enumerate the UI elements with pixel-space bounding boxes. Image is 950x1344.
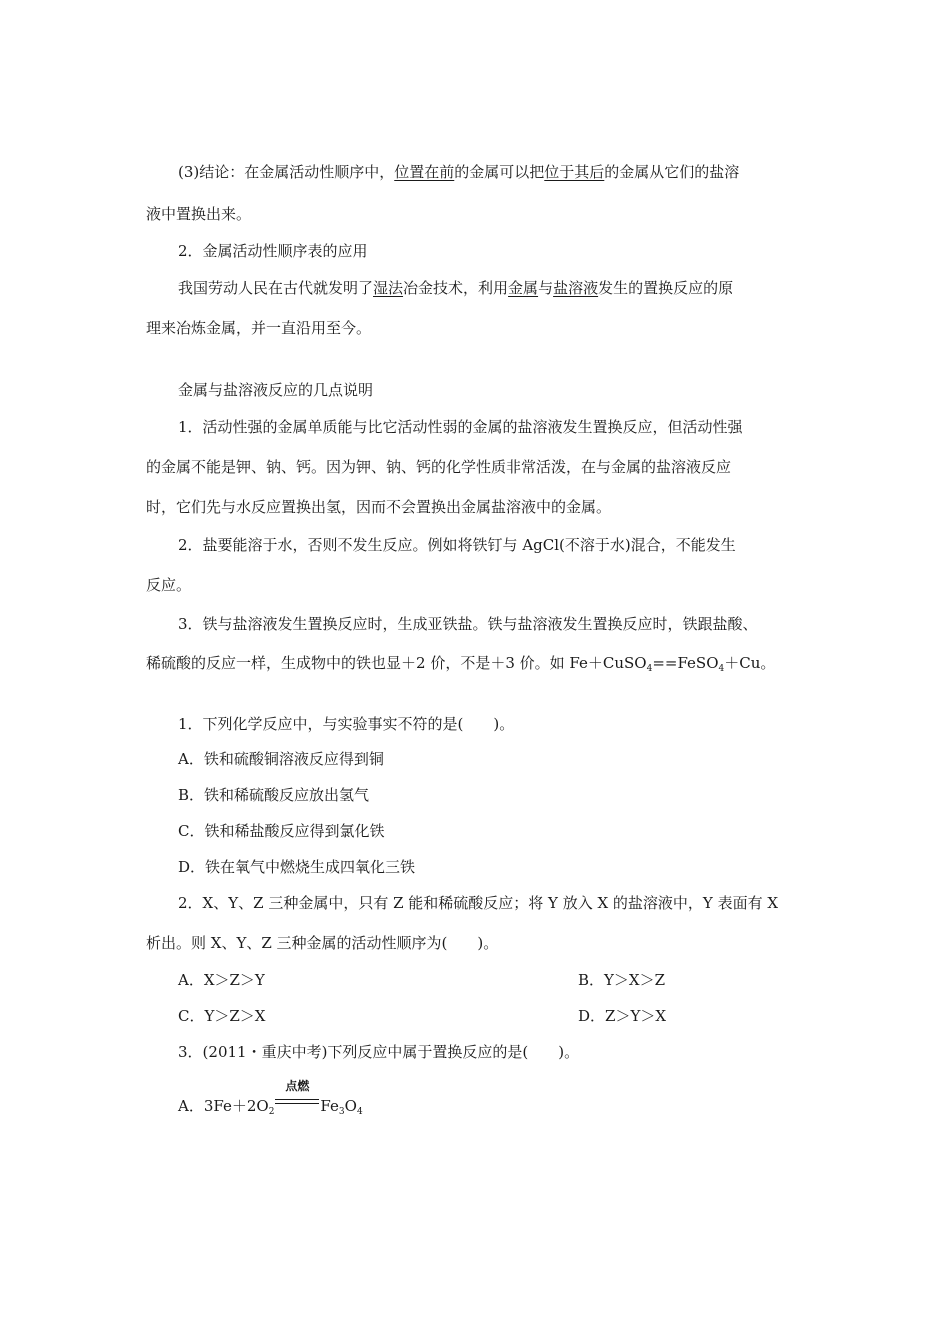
question-1-option-d: D．铁在氧气中燃烧生成四氧化三铁: [178, 858, 416, 876]
question-2-stem-line-1: 2．X、Y、Z 三种金属中，只有 Z 能和稀硫酸反应；将 Y 放入 X 的盐溶液中，Y 表面有 X: [178, 894, 779, 912]
question-1-option-c: C．铁和稀盐酸反应得到氯化铁: [178, 822, 385, 840]
note-1-line-1: 1．活动性强的金属单质能与比它活动性弱的金属的盐溶液发生置换反应，但活动性强: [178, 418, 743, 436]
question-2-stem-line-2: 析出。则 X、Y、Z 三种金属的活动性顺序为( )。: [146, 934, 499, 952]
note-3-line-2: 稀硫酸的反应一样，生成物中的铁也显＋2 价，不是＋3 价。如 Fe＋CuSO$_4$==FeSO$_4$＋Cu。: [146, 654, 776, 674]
underlined-answer: 位置在前: [394, 163, 455, 181]
underlined-answer: 湿法: [373, 279, 404, 297]
note-2-line-2: 反应。: [146, 576, 192, 594]
question-3-stem: 3．(2011・重庆中考)下列反应中属于置换反应的是( )。: [178, 1043, 580, 1061]
underlined-answer: 位于其后: [544, 163, 605, 181]
question-2-option-c: C．Y＞Z＞X: [178, 1007, 266, 1025]
section-heading: 2．金属活动性顺序表的应用: [178, 242, 368, 260]
conclusion-line-1: (3)结论：在金属活动性顺序中，位置在前的金属可以把位于其后的金属从它们的盐溶: [178, 163, 740, 181]
notes-heading: 金属与盐溶液反应的几点说明: [178, 381, 374, 399]
equals-line-top: [275, 1099, 319, 1100]
question-2-option-b: B．Y＞X＞Z: [578, 971, 666, 989]
question-2-option-d: D．Z＞Y＞X: [578, 1007, 667, 1025]
note-3-line-1: 3．铁与盐溶液发生置换反应时，生成亚铁盐。铁与盐溶液发生置换反应时，铁跟盐酸、: [178, 615, 758, 633]
question-1-stem: 1．下列化学反应中，与实验事实不符的是( )。: [178, 715, 515, 733]
history-line-2: 理来冶炼金属，并一直沿用至今。: [146, 319, 372, 337]
condition-label: 点燃: [285, 1079, 310, 1093]
reaction-condition-arrow: [275, 1079, 319, 1116]
question-1-option-b: B．铁和稀硫酸反应放出氢气: [178, 786, 370, 804]
underlined-answer: 盐溶液: [553, 279, 599, 297]
question-2-option-a: A．X＞Z＞Y: [178, 971, 265, 989]
conclusion-line-2: 液中置换出来。: [146, 205, 252, 223]
question-3-option-a: A．$3Fe+2O_2$ 点燃 $Fe_3O_4$: [178, 1096, 363, 1116]
equals-line-bottom: [275, 1103, 319, 1104]
note-1-line-3: 时，它们先与水反应置换出氢，因而不会置换出金属盐溶液中的金属。: [146, 498, 612, 516]
note-2-line-1: 2．盐要能溶于水，否则不发生反应。例如将铁钉与 AgCl(不溶于水)混合，不能发生: [178, 536, 736, 554]
underlined-answer: 金属: [508, 279, 539, 297]
history-line-1: 我国劳动人民在古代就发明了湿法冶金技术，利用金属与盐溶液发生的置换反应的原: [178, 279, 734, 297]
note-1-line-2: 的金属不能是钾、钠、钙。因为钾、钠、钙的化学性质非常活泼，在与金属的盐溶液反应: [146, 458, 732, 476]
question-1-option-a: A．铁和硫酸铜溶液反应得到铜: [178, 750, 384, 768]
